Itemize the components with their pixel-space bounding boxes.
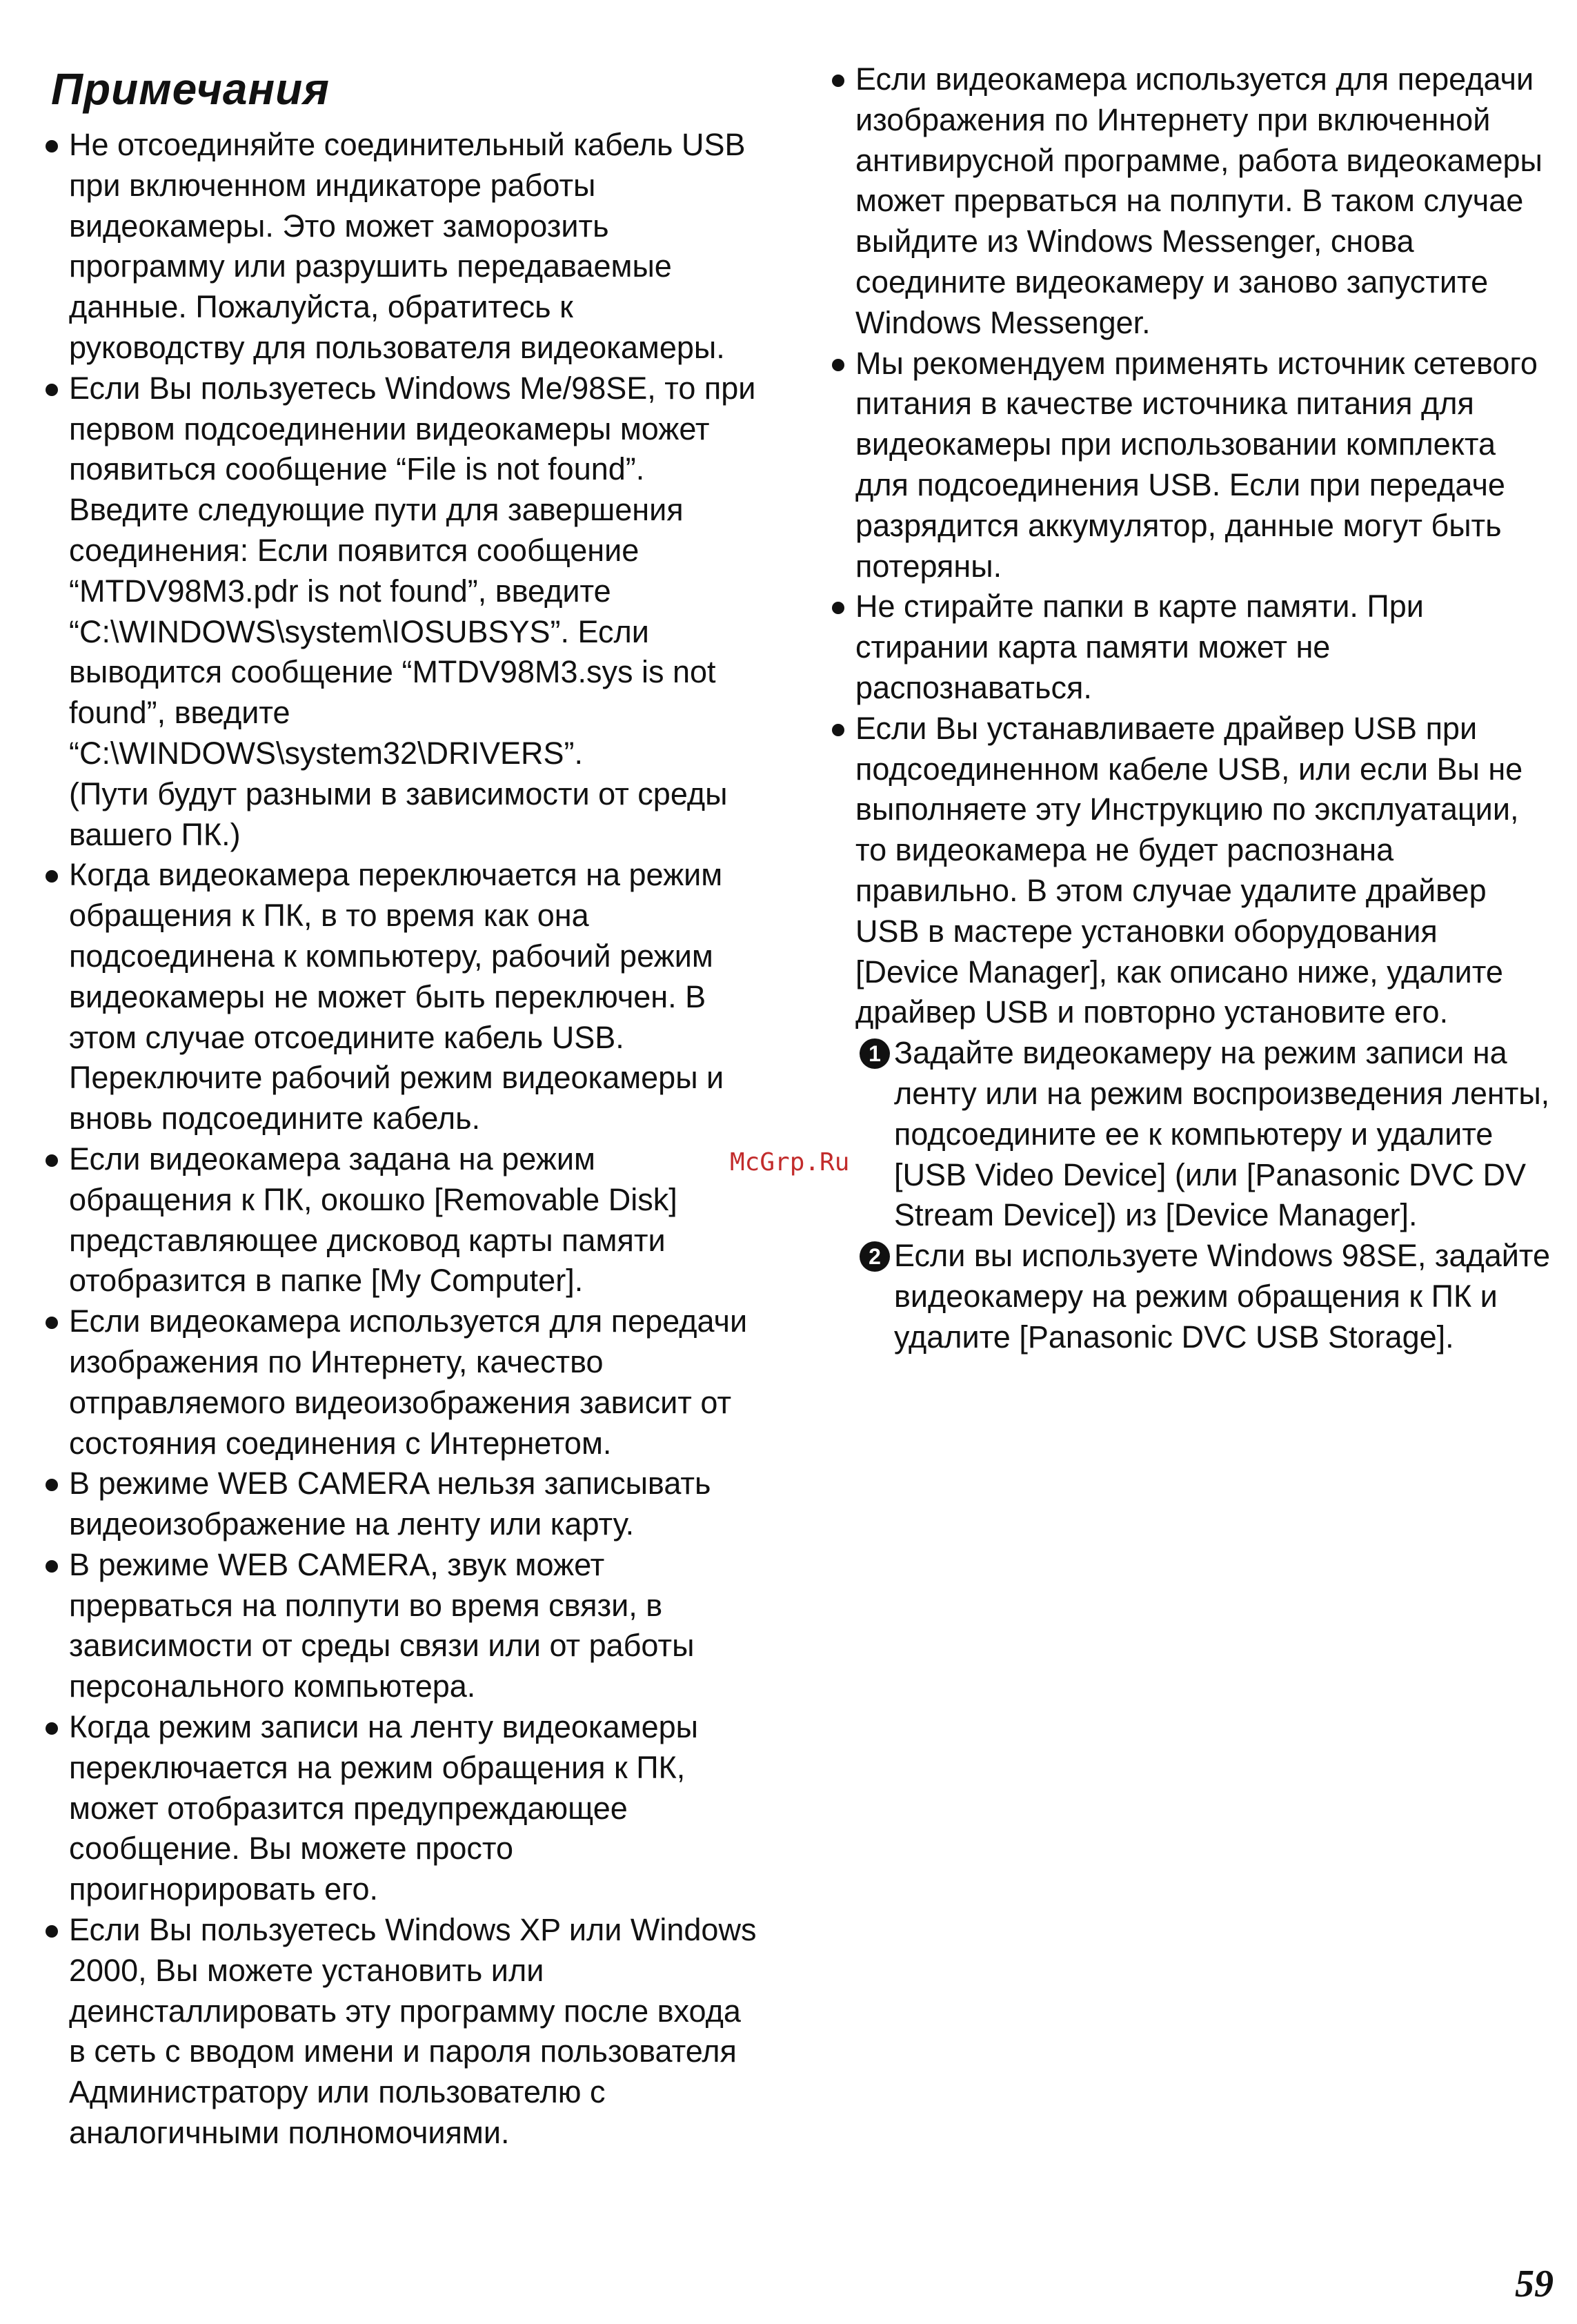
step-text: Задайте видеокамеру на режим записи на ленту или на режим воспроизведения ленты, подсоедините ее к компьютеру и удалите [USB Video Device] (или [Panasonic DVC DV Stream Device]) из [Device Manager].: [894, 1035, 1550, 1233]
step-text: Если вы используете Windows 98SE, задайте видеокамеру на режим обращения к ПК и удалите [Panasonic DVC USB Storage].: [894, 1238, 1551, 1355]
note-item: [43, 1545, 795, 1707]
step-item: [842, 1033, 1574, 1236]
note-text: Не отсоединяйте соединительный кабель USB при включенном индикаторе работы видеокамеры. Это может заморозить программу или разрушить передаваемые данные. Пожалуйста, обратитесь к руководству для пользователя видеокамеры.: [69, 127, 746, 365]
note-item: [43, 1301, 795, 1464]
note-text: Если Вы пользуетесь Windows XP или Windows 2000, Вы можете установить или деинсталлировать эту программу после входа в сеть с вводом имени и пароля пользователя Администратору или пользователю с аналогичными полномочиями.: [69, 1912, 757, 2151]
bullet-icon: [46, 1722, 58, 1735]
bullet-icon: [46, 870, 58, 883]
bullet-icon: [46, 1560, 58, 1573]
bullet-icon: [832, 75, 844, 87]
bullet-icon: [46, 1154, 58, 1167]
watermark: McGrp.Ru: [730, 1148, 850, 1176]
note-item: [43, 855, 795, 1139]
note-item: [829, 344, 1574, 587]
note-item: [43, 1139, 795, 1301]
bullet-icon: [46, 140, 58, 152]
bullet-icon: [46, 1925, 58, 1938]
left-column: [43, 125, 795, 2154]
bullet-icon: [832, 359, 844, 371]
bullet-icon: [46, 1317, 58, 1329]
page-title: Примечания: [51, 64, 330, 114]
note-text: Когда режим записи на ленту видеокамеры переключается на режим обращения к ПК, может отобразится предупреждающее сообщение. Вы можете просто проигнорировать его.: [69, 1709, 698, 1907]
note-text: Когда видеокамера переключается на режим обращения к ПК, в то время как она подсоединена к компьютеру, рабочий режим видеокамеры не может быть переключен. В этом случае отсоедините кабель USB. Переключите рабочий режим видеокамеры и вновь подсоедините кабель.: [69, 857, 724, 1136]
note-text: В режиме WEB CAMERA, звук может прерваться на полпути во время связи, в зависимости от среды связи или от работы персонального компьютера.: [69, 1546, 695, 1704]
note-text: Если Вы пользуетесь Windows Me/98SE, то при первом подсоединении видеокамеры может появиться сообщение “File is not found”. Введите следующие пути для завершения соединения: Если появится сообщение “MTDV98M3.pdr is not found”, введите “C:\WINDOWS\system\IOSUBSYS”. Если выводится сообщение “MTDV98M3.sys is not found”, введите “C:\WINDOWS\system32\DRIVERS”. (Пути будут разными в зависимости от среды вашего ПК.): [69, 370, 756, 852]
note-text: В режиме WEB CAMERA нельзя записывать видеоизображение на ленту или карту.: [69, 1466, 711, 1542]
note-text: Если видеокамера используется для передачи изображения по Интернету, качество отправляемого видеоизображения зависит от состояния соединения с Интернетом.: [69, 1303, 748, 1461]
right-column: [829, 59, 1574, 1358]
bullet-icon: [46, 384, 58, 396]
bullet-icon: [832, 602, 844, 614]
note-text: Если Вы устанавливаете драйвер USB при подсоединенном кабеле USB, или если Вы не выполняете эту Инструкцию по эксплуатации, то видеокамера не будет распознана правильно. В этом случае удалите драйвер USB в мастере установки оборудования [Device Manager], как описано ниже, удалите драйвер USB и повторно установите его.: [855, 710, 1523, 1030]
note-item: [43, 125, 795, 368]
note-text: Если видеокамера задана на режим обращения к ПК, окошко [Removable Disk] представляющее дисковод карты памяти отобразится в папке [My Computer].: [69, 1141, 677, 1299]
note-text: Не стирайте папки в карте памяти. При стирании карта памяти может не распознаваться.: [855, 589, 1424, 705]
note-text: Если видеокамера используется для передачи изображения по Интернету при включенной антивирусной программе, работа видеокамеры может прерваться на полпути. В таком случае выйдите из Windows Messenger, снова соедините видеокамеру и заново запустите Windows Messenger.: [855, 61, 1543, 340]
page-number: 59: [1515, 2263, 1554, 2305]
bullet-icon: [46, 1479, 58, 1491]
note-text: Мы рекомендуем применять источник сетевого питания в качестве источника питания для видеокамеры при использовании комплекта для подсоединения USB. Если при передаче разрядится аккумулятор, данные могут быть потеряны.: [855, 345, 1538, 584]
note-item: [43, 1707, 795, 1910]
step-item: [842, 1236, 1574, 1357]
step-number-icon: 2: [860, 1241, 890, 1272]
note-item: [829, 59, 1574, 344]
note-item: [43, 368, 795, 856]
bullet-icon: [832, 724, 844, 736]
note-item: [829, 587, 1574, 708]
note-item: [43, 1910, 795, 2154]
note-item: [43, 1464, 795, 1545]
note-item: [829, 709, 1574, 1033]
step-number-icon: 1: [860, 1038, 890, 1069]
